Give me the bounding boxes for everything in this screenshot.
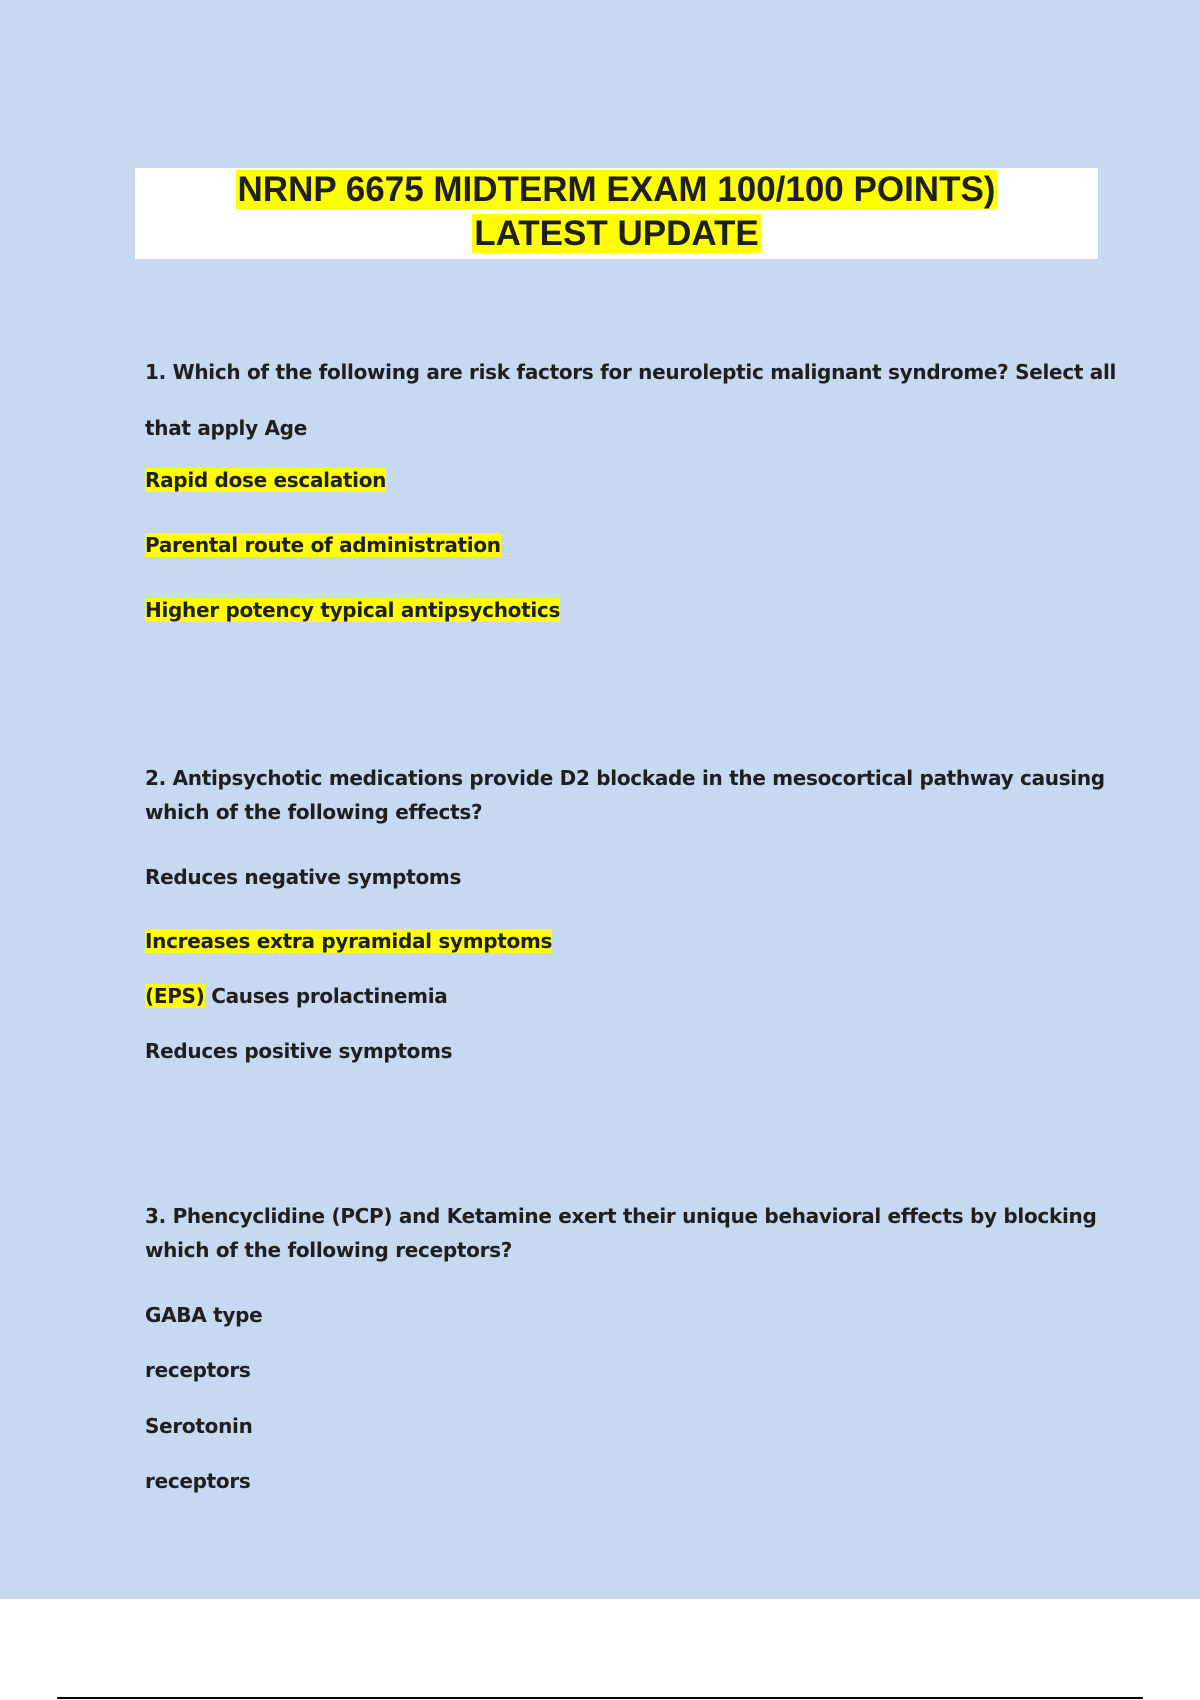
question-1-option [145,597,560,623]
question-3-option: receptors [145,1358,251,1382]
question-2-option: (EPS) Causes prolactinemia [145,984,448,1008]
question-1-option [145,467,386,493]
answer-highlight: Rapid dose escalation [145,468,387,492]
question-3-text-line-1: 3. Phencyclidine (PCP) and Ketamine exert their unique behavioral effects by blocking [145,1204,1097,1228]
question-2-option: Reduces negative symptoms [145,865,462,889]
answer-highlight: (EPS) [145,984,205,1008]
footer-rule [57,1697,1143,1699]
question-2-option: Reduces positive symptoms [145,1039,453,1063]
title-line-1: NRNP 6675 MIDTERM EXAM 100/100 POINTS) [237,170,996,209]
question-2-text-line-2: which of the following effects? [145,800,483,824]
answer-highlight: Higher potency typical antipsychotics [145,598,561,622]
answer-highlight: Increases extra pyramidal symptoms [145,929,553,953]
question-3-text-line-2: which of the following receptors? [145,1238,513,1262]
title-box [135,168,1098,259]
question-1-text-line-1: 1. Which of the following are risk factors for neuroleptic malignant syndrome? Select all [145,360,1117,384]
answer-highlight: Parental route of administration [145,533,501,557]
question-3-option: Serotonin [145,1414,253,1438]
question-2-text-line-1: 2. Antipsychotic medications provide D2 blockade in the mesocortical pathway causing [145,766,1105,790]
question-1-option [145,532,501,558]
question-1-text-line-2: that apply Age [145,416,307,440]
question-2-option [145,928,552,954]
question-3-option: GABA type [145,1303,263,1327]
question-3-option: receptors [145,1469,251,1493]
title-line-2: LATEST UPDATE [474,214,759,253]
